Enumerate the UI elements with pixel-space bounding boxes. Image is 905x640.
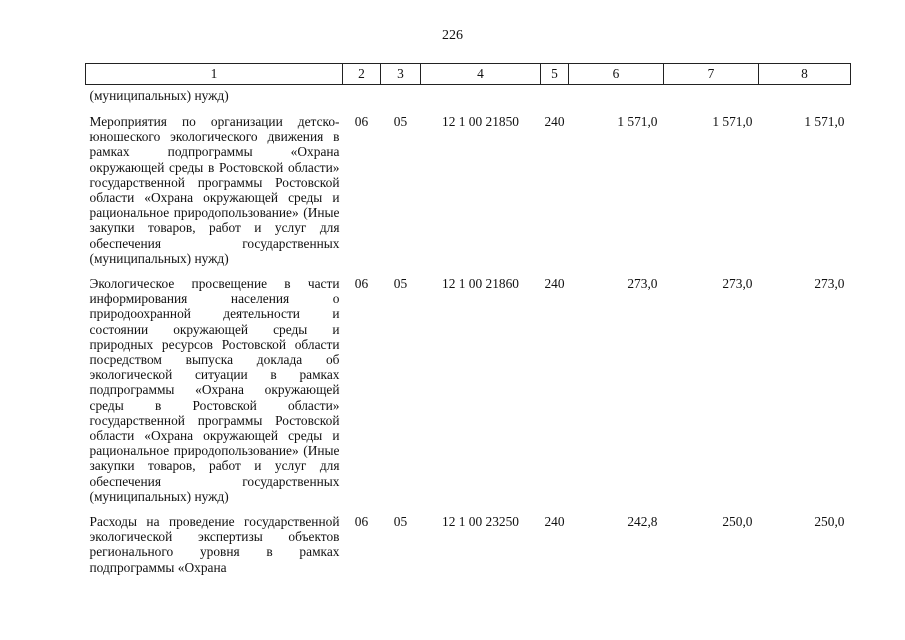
subsection-code: 05 <box>393 276 408 292</box>
row-description: Расходы на проведение государственной экологической экспертизы объектов регионального уровня в рамках подпрограммы «Охрана <box>89 514 340 575</box>
amount-col7: 1 571,0 <box>712 114 753 129</box>
section-code: 06 <box>354 514 369 530</box>
amount-col8: 273,0 <box>814 276 845 292</box>
expense-type-code: 240 <box>544 514 565 530</box>
row-description: Экологическое просвещение в части информирования населения о природоохранной деятельности и состоянии окружающей среды и природных ресурсов Ростовской области посредством выпуска доклада об экологической ситуации в рамках подпрограммы «Охрана окружающей среды в Ростовской области» государственной программы Ростовской области «Охрана окружающей среды и рациональное природопользование» (Иные закупки товаров, работ и услуг для обеспечения государственных (муниципальных) нужд) <box>89 276 340 504</box>
column-header: 6 <box>569 64 664 85</box>
amount-col7: 273,0 <box>722 276 753 292</box>
page-number: 226 <box>442 28 463 43</box>
column-header: 1 <box>86 64 343 85</box>
section-code: 06 <box>354 276 369 292</box>
section-code: 06 <box>354 114 369 129</box>
table-header-row <box>86 64 851 85</box>
column-header: 4 <box>421 64 541 85</box>
amount-col8: 1 571,0 <box>804 114 845 129</box>
subsection-code: 05 <box>393 114 408 129</box>
amount-col7: 250,0 <box>722 514 753 530</box>
table-row <box>86 268 851 506</box>
table-row <box>86 506 851 577</box>
target-article-code: 12 1 00 21860 <box>442 276 519 292</box>
table-row <box>86 106 851 268</box>
expense-type-code: 240 <box>544 114 565 129</box>
budget-table <box>85 63 851 577</box>
amount-col8: 250,0 <box>814 514 845 530</box>
target-article-code: 12 1 00 23250 <box>442 514 519 530</box>
amount-col6: 273,0 <box>627 276 658 292</box>
subsection-code: 05 <box>393 514 408 530</box>
row-description: Мероприятия по организации детско-юношеского экологического движения в рамках подпрограммы «Охрана окружающей среды в Ростовской области» государственной программы Ростовской области «Охрана окружающей среды и рациональное природопользование» (Иные закупки товаров, работ и услуг для обеспечения государственных (муниципальных) нужд) <box>89 114 340 266</box>
column-header: 7 <box>664 64 759 85</box>
table-row-continuation <box>86 85 851 107</box>
row-description: (муниципальных) нужд) <box>89 88 229 103</box>
column-header: 8 <box>759 64 851 85</box>
column-header: 3 <box>381 64 421 85</box>
column-header: 5 <box>541 64 569 85</box>
amount-col6: 242,8 <box>627 514 658 530</box>
amount-col6: 1 571,0 <box>617 114 658 129</box>
expense-type-code: 240 <box>544 276 565 292</box>
target-article-code: 12 1 00 21850 <box>442 114 519 129</box>
column-header: 2 <box>343 64 381 85</box>
